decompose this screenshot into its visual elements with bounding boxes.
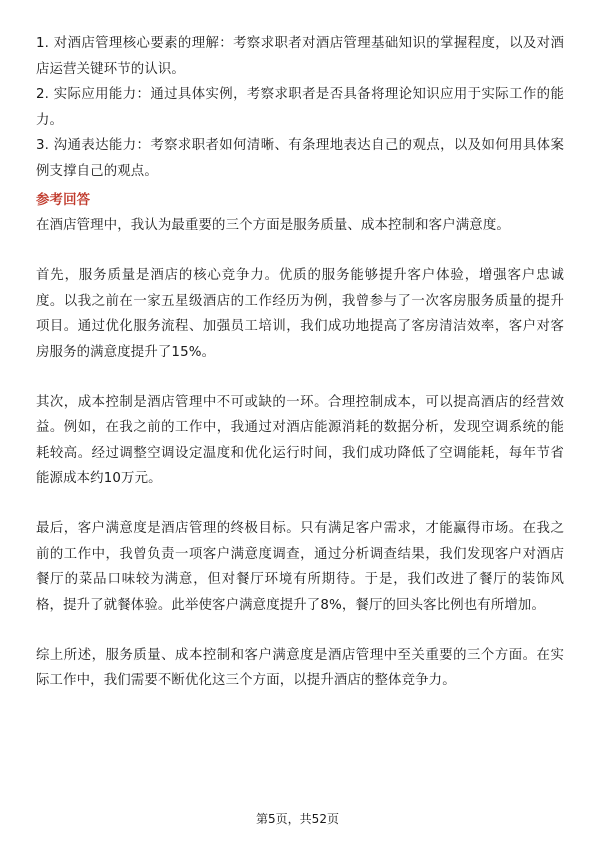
answer-paragraph-intro: 在酒店管理中，我认为最重要的三个方面是服务质量、成本控制和客户满意度。: [36, 218, 510, 233]
answer-paragraph-service-quality: 首先，服务质量是酒店的核心竞争力。优质的服务能够提升客户体验，增强客户忠诚度。以我之前在一家五星级酒店的工作经历为例，我曾参与了一次客房服务质量的提升项目。通过优化服务流程、加强员工培训，我们成功地提高了客房清洁效率，客户对客房服务的满意度提升了15%。: [36, 268, 564, 360]
reference-answer-heading: 参考回答: [36, 193, 91, 208]
criteria-item-3: 3. 沟通表达能力：考察求职者如何清晰、有条理地表达自己的观点，以及如何用具体案例支撑自己的观点。: [36, 138, 564, 179]
evaluation-criteria-list: [36, 31, 564, 184]
page-content: [36, 31, 564, 694]
criteria-item-1: 1. 对酒店管理核心要素的理解：考察求职者对酒店管理基础知识的掌握程度，以及对酒店运营关键环节的认识。: [36, 36, 564, 77]
answer-paragraph-customer-satisfaction: 最后，客户满意度是酒店管理的终极目标。只有满足客户需求，才能赢得市场。在我之前的工作中，我曾负责一项客户满意度调查，通过分析调查结果，我们发现客户对酒店餐厅的菜品口味较为满意，但对餐厅环境有所期待。于是，我们改进了餐厅的装饰风格，提升了就餐体验。此举使客户满意度提升了8%，餐厅的回头客比例也有所增加。: [36, 521, 564, 613]
answer-paragraph-cost-control: 其次，成本控制是酒店管理中不可或缺的一环。合理控制成本，可以提高酒店的经营效益。例如，在我之前的工作中，我通过对酒店能源消耗的数据分析，发现空调系统的能耗较高。经过调整空调设定温度和优化运行时间，我们成功降低了空调能耗，每年节省能源成本约10万元。: [36, 394, 564, 486]
page-number: 第5页，共52页: [256, 812, 339, 826]
answer-paragraph-summary: 综上所述，服务质量、成本控制和客户满意度是酒店管理中至关重要的三个方面。在实际工作中，我们需要不断优化这三个方面，以提升酒店的整体竞争力。: [36, 647, 564, 688]
criteria-item-2: 2. 实际应用能力：通过具体实例，考察求职者是否具备将理论知识应用于实际工作的能力。: [36, 87, 564, 128]
reference-answer-body: [36, 213, 564, 694]
